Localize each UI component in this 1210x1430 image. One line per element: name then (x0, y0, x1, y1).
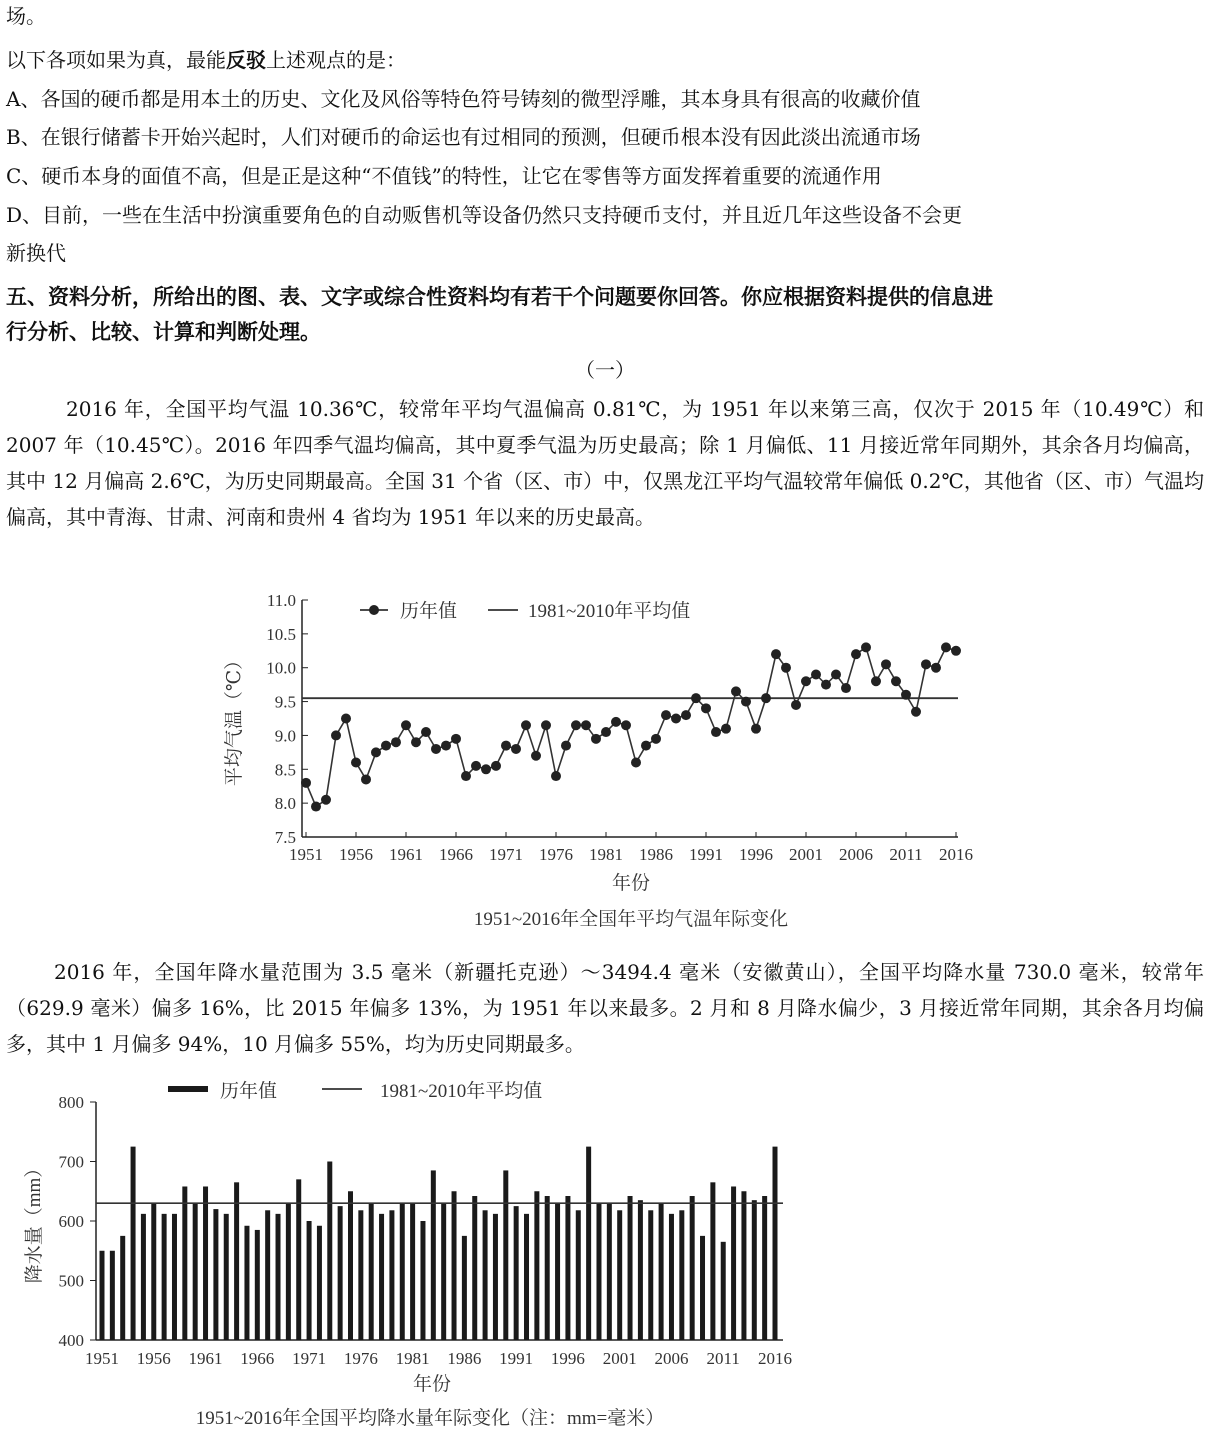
x-tick-label: 1966 (240, 1349, 275, 1368)
bar (162, 1214, 167, 1340)
data-point (771, 649, 781, 659)
data-point (371, 747, 381, 757)
bar (534, 1191, 539, 1340)
section-heading: 五、资料分析，所给出的图、表、文字或综合性资料均有若干个问题要你回答。你应根据资料提供的信息进 (6, 284, 993, 309)
data-point (421, 727, 431, 737)
bar (462, 1236, 467, 1340)
bar (172, 1214, 177, 1340)
data-point (521, 720, 531, 730)
x-tick-label: 1951 (85, 1349, 119, 1368)
x-tick-label: 1981 (395, 1349, 430, 1368)
bar (638, 1200, 643, 1340)
bar (431, 1170, 436, 1340)
data-point (641, 741, 651, 751)
bar (565, 1196, 570, 1340)
bar (586, 1147, 591, 1340)
precipitation-chart (0, 1070, 820, 1430)
bar (400, 1203, 405, 1340)
y-tick-label: 7.5 (274, 828, 296, 847)
x-tick-label: 1976 (539, 845, 573, 864)
bar (110, 1251, 115, 1340)
bar (358, 1210, 363, 1340)
data-point (481, 764, 491, 774)
data-point (301, 778, 311, 788)
bar (721, 1242, 726, 1340)
y-tick-label: 400 (58, 1331, 84, 1350)
bar (379, 1214, 384, 1340)
data-point (591, 734, 601, 744)
section-heading-cont: 行分析、比较、计算和判断处理。 (6, 319, 321, 344)
data-point (781, 663, 791, 673)
data-point (791, 700, 801, 710)
bar (276, 1214, 281, 1340)
data-point (741, 697, 751, 707)
data-point (551, 771, 561, 781)
bar (607, 1203, 612, 1340)
x-tick-label: 1971 (292, 1349, 327, 1368)
data-point (951, 646, 961, 656)
y-tick-label: 700 (58, 1152, 84, 1172)
data-point (401, 720, 411, 730)
bar (141, 1214, 146, 1340)
data-point (581, 720, 591, 730)
data-point (731, 686, 741, 696)
y-tick-label: 8.5 (274, 760, 296, 780)
y-tick-label: 10.0 (266, 658, 296, 678)
x-tick-label: 1986 (639, 845, 673, 864)
bar (348, 1191, 353, 1340)
bar (338, 1206, 343, 1340)
x-tick-label: 2006 (839, 845, 873, 864)
data-point (411, 737, 421, 747)
bar (307, 1221, 312, 1340)
x-tick-label: 1991 (499, 1349, 534, 1368)
bar (472, 1196, 477, 1340)
data-point (351, 758, 361, 768)
x-tick-label: 2011 (706, 1349, 740, 1368)
bar (576, 1210, 581, 1340)
data-point (501, 741, 511, 751)
x-tick-label: 1956 (136, 1349, 171, 1368)
x-tick-label: 2016 (939, 845, 973, 864)
bar (213, 1209, 218, 1340)
option-d: D、目前，一些在生活中扮演重要角色的自动贩售机等设备仍然只支持硬币支付，并且近几年这些设备不会更 (6, 203, 963, 227)
bar (628, 1196, 633, 1340)
bar (545, 1196, 550, 1340)
bar (773, 1147, 778, 1340)
bar (679, 1210, 684, 1340)
x-axis-label: 年份 (412, 1374, 452, 1395)
x-tick-label: 1986 (447, 1349, 482, 1368)
x-tick-label: 1976 (343, 1349, 378, 1368)
legend-label: 1981~2010年平均值 (528, 601, 691, 622)
data-point (691, 693, 701, 703)
legend-label: 历年值 (400, 601, 458, 622)
x-tick-label: 1991 (689, 845, 723, 864)
bar (524, 1214, 529, 1340)
bar (420, 1221, 425, 1340)
bar (493, 1214, 498, 1340)
bar (265, 1210, 270, 1340)
data-point (721, 724, 731, 734)
bar (244, 1226, 249, 1340)
legend-label: 历年值 (220, 1081, 278, 1102)
data-point (601, 727, 611, 737)
data-point (801, 676, 811, 686)
legend-marker-dot (369, 605, 379, 615)
x-tick-label: 1981 (589, 845, 623, 864)
bar (317, 1226, 322, 1340)
data-point (661, 710, 671, 720)
x-tick-label: 1971 (489, 845, 523, 864)
bar (514, 1206, 519, 1340)
question-stem: 以下各项如果为真，最能反驳上述观点的是： (6, 48, 406, 72)
data-point (621, 720, 631, 730)
bar (555, 1203, 560, 1340)
bar (286, 1203, 291, 1340)
bar (669, 1214, 674, 1340)
x-tick-label: 2011 (889, 845, 923, 864)
y-tick-label: 600 (58, 1212, 84, 1231)
bar (659, 1203, 664, 1340)
x-tick-label: 1966 (439, 845, 473, 864)
data-point (841, 683, 851, 693)
bar (596, 1203, 601, 1340)
bar (327, 1162, 332, 1341)
bar (617, 1210, 622, 1340)
data-point (361, 774, 371, 784)
data-point (511, 744, 521, 754)
data-point (671, 714, 681, 724)
bar (255, 1230, 260, 1340)
bar (690, 1196, 695, 1340)
data-point (321, 795, 331, 805)
legend-marker-bar (168, 1086, 208, 1092)
data-point (651, 734, 661, 744)
data-point (491, 761, 501, 771)
y-tick-label: 10.5 (266, 624, 296, 644)
bar (648, 1210, 653, 1340)
bar (120, 1236, 125, 1340)
data-point (631, 758, 641, 768)
option-c: C、硬币本身的面值不高，但是正是这种“不值钱”的特性，让它在零售等方面发挥着重要的流通作用 (6, 164, 882, 188)
bar (234, 1182, 239, 1340)
bar (410, 1203, 415, 1340)
data-point (461, 771, 471, 781)
text-line-ending: 场。 (6, 4, 46, 28)
bar (389, 1210, 394, 1340)
x-tick-label: 1961 (389, 845, 423, 864)
x-tick-label: 1996 (550, 1349, 585, 1368)
data-point (391, 737, 401, 747)
y-tick-label: 11.0 (266, 591, 296, 610)
y-axis-label: 降水量（mm） (24, 1158, 45, 1284)
data-point (831, 669, 841, 679)
data-point (901, 690, 911, 700)
data-point (881, 659, 891, 669)
emphasis-word: 反驳 (226, 48, 266, 72)
bar (483, 1210, 488, 1340)
x-tick-label: 2001 (602, 1349, 637, 1368)
bar (710, 1182, 715, 1340)
bar (369, 1203, 374, 1340)
data-point (751, 724, 761, 734)
data-point (331, 730, 341, 740)
option-d-cont: 新换代 (6, 241, 66, 265)
bar (752, 1200, 757, 1340)
x-tick-label: 2016 (758, 1349, 792, 1368)
x-axis-label: 年份 (611, 873, 651, 894)
y-tick-label: 800 (58, 1093, 84, 1112)
data-point (341, 714, 351, 724)
y-tick-label: 9.5 (274, 692, 296, 712)
x-tick-label: 1951 (289, 845, 323, 864)
legend-label: 1981~2010年平均值 (380, 1081, 543, 1102)
bar (741, 1191, 746, 1340)
data-point (871, 676, 881, 686)
data-point (561, 741, 571, 751)
data-point (381, 741, 391, 751)
data-point (571, 720, 581, 730)
bar (151, 1203, 156, 1340)
data-point (821, 680, 831, 690)
data-point (451, 734, 461, 744)
data-point (931, 663, 941, 673)
data-point (531, 751, 541, 761)
x-tick-label: 1996 (739, 845, 773, 864)
option-a: A、各国的硬币都是用本土的历史、文化及风俗等特色符号铸刻的微型浮雕，其本身具有很高的收藏价值 (6, 87, 921, 111)
x-tick-label: 1961 (188, 1349, 223, 1368)
data-point (431, 744, 441, 754)
x-tick-label: 2001 (789, 845, 823, 864)
data-point (701, 703, 711, 713)
data-point (711, 727, 721, 737)
temperature-chart (200, 580, 1000, 942)
option-b: B、在银行储蓄卡开始兴起时，人们对硬币的命运也有过相同的预测，但硬币根本没有因此淡出流通市场 (6, 125, 921, 149)
chart-title: 1951~2016年全国年平均气温年际变化 (473, 909, 789, 930)
data-point (681, 710, 691, 720)
paragraph-precipitation: 2016 年，全国年降水量范围为 3.5 毫米（新疆托克逊）～3494.4 毫米（安徽黄山），全国平均降水量 730.0 毫米，较常年（629.9 毫米）偏多 16%，比 2015 年偏多 13%，为 1951 年以来最多。2 月和 8 月降水偏少，3 月接近常年同期，其余各月均偏多，其中 1 月偏多 94%，10 月偏多 55%，均为历史同期最多。 (6, 960, 1204, 1056)
bar (182, 1186, 187, 1340)
bar (131, 1147, 136, 1340)
part-label: （一） (575, 358, 635, 382)
data-point (811, 669, 821, 679)
data-point (311, 802, 321, 812)
x-tick-label: 2006 (654, 1349, 689, 1368)
bar (100, 1251, 105, 1340)
y-tick-label: 500 (58, 1271, 84, 1291)
data-point (761, 693, 771, 703)
bar (700, 1236, 705, 1340)
data-point (611, 717, 621, 727)
bar (441, 1203, 446, 1340)
data-point (941, 642, 951, 652)
data-point (891, 676, 901, 686)
chart-title: 1951~2016年全国平均降水量年际变化（注：mm=毫米） (195, 1408, 665, 1429)
data-point (541, 720, 551, 730)
data-point (851, 649, 861, 659)
y-axis-label: 平均气温（℃） (224, 650, 245, 787)
y-tick-label: 9.0 (274, 726, 296, 746)
bar (731, 1186, 736, 1340)
bar (503, 1170, 508, 1340)
data-point (471, 761, 481, 771)
y-tick-label: 8.0 (274, 794, 296, 814)
data-point (911, 707, 921, 717)
bar (762, 1196, 767, 1340)
data-point (921, 659, 931, 669)
x-tick-label: 1956 (339, 845, 373, 864)
data-point (861, 642, 871, 652)
bar (224, 1214, 229, 1340)
data-point (441, 741, 451, 751)
bar (193, 1203, 198, 1340)
paragraph-temperature: 2016 年，全国平均气温 10.36℃，较常年平均气温偏高 0.81℃，为 1951 年以来第三高，仅次于 2015 年（10.49℃）和 2007 年（10.45℃）。2016 年四季气温均偏高，其中夏季气温为历史最高；除 1 月偏低、11 月接近常年同期外，其余各月均偏高，其中 12 月偏高 2.6℃，为历史同期最高。全国 31 个省（区、市）中，仅黑龙江平均气温较常年偏低 0.2℃，其他省（区、市）气温均偏高，其中青海、甘肃、河南和贵州 4 省均为 1951 年以来的历史最高。 (6, 397, 1204, 529)
bar (203, 1186, 208, 1340)
bar (452, 1191, 457, 1340)
